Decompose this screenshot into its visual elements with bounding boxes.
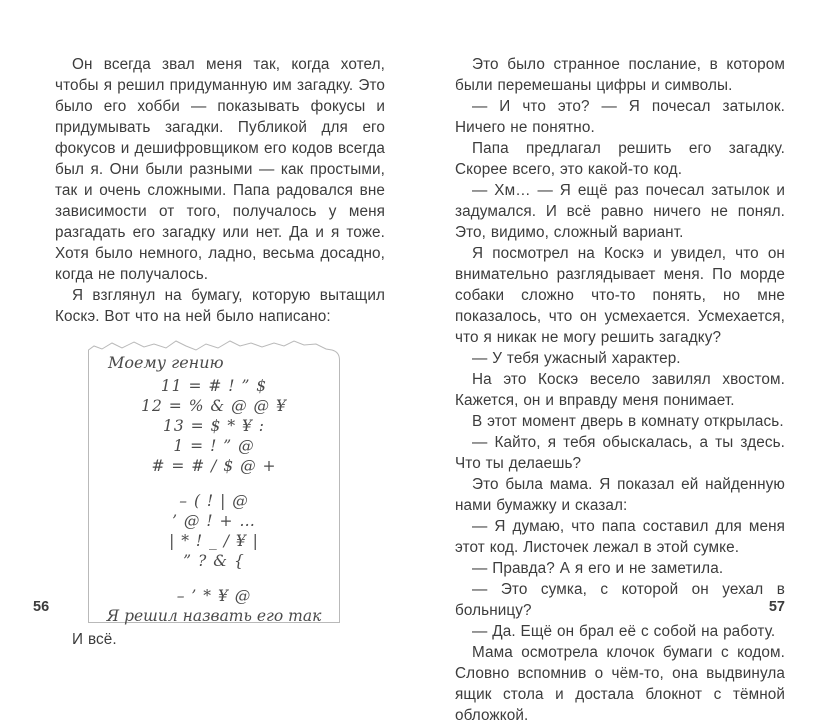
code-line: 11 = # ! ” $	[160, 377, 268, 395]
paragraph: — Хм… — Я ещё раз почесал затылок и задумался. И всё равно ничего не понял. Это, видимо, сложный вариант.	[455, 182, 785, 241]
code-line: | * ! _ / ¥ |	[169, 532, 259, 550]
paragraph: — Это сумка, с которой он уехал в больницу?	[455, 581, 785, 619]
page-number-left: 56	[33, 599, 50, 615]
paragraph: — Правда? А я его и не заметила.	[472, 560, 724, 577]
paragraph: На это Коскэ весело завилял хвостом. Кажется, он и вправду меня понимает.	[455, 371, 785, 409]
code-line: ’ @ ! + …	[172, 512, 256, 530]
page-right	[455, 54, 785, 726]
code-line: ” ? & {	[183, 552, 245, 570]
note-gap	[88, 571, 340, 586]
code-line: # = # / $ @ +	[151, 457, 277, 475]
paragraph: — Да. Ещё он брал её с собой на работу.	[472, 623, 776, 640]
note-content	[88, 353, 340, 626]
paragraph: — У тебя ужасный характер.	[472, 350, 681, 367]
code-line: 1 = ! ” @	[173, 437, 255, 455]
code-line: – ( ! | @	[179, 492, 249, 510]
paragraph: Это была мама. Я показал ей найденную нами бумажку и сказал:	[455, 476, 785, 514]
note-closing: Я решил назвать его так	[106, 607, 322, 625]
code-line: – ’ * ¥ @	[176, 587, 252, 605]
code-line: 13 = $ * ¥ :	[162, 417, 266, 435]
paragraph: В этот момент дверь в комнату открылась.	[472, 413, 784, 430]
paragraph: Папа предлагал решить его загадку. Скорее всего, это какой-то код.	[455, 140, 785, 178]
paragraph: Он всегда звал меня так, когда хотел, чтобы я решил придуманную им загадку. Это было его хобби — показывать фокусы и придумывать загадки. Публикой для его фокусов и дешифровщиком его кодов всегда был я. Они были разными — как простыми, так и очень сложными. Папа радовался вне зависимости от того, получалось у меня разгадать его загадку или нет. Да и я тоже. Хотя было немного, ладно, весьма досадно, когда не получалось.	[55, 56, 385, 283]
paragraph: — Я думаю, что папа составил для меня этот код. Листочек лежал в этой сумке.	[455, 518, 785, 556]
note-dedication: Моему гению	[108, 353, 224, 372]
paragraph: И всё.	[72, 631, 117, 648]
paragraph: — И что это? — Я почесал затылок. Ничего не понятно.	[455, 98, 785, 136]
paragraph: Я посмотрел на Коскэ и увидел, что он внимательно разглядывает меня. По морде собаки сложно что-то понять, но мне показалось, что он усмехается. Усмехается, что я никак не могу решить загадку?	[455, 245, 785, 346]
paragraph: Это было странное послание, в котором были перемешаны цифры и символы.	[455, 56, 785, 94]
paragraph: Мама осмотрела клочок бумаги с кодом. Словно вспомнив о чём-то, она выдвинула ящик стола и достала блокнот с тёмной обложкой.	[455, 644, 785, 724]
page-number-right: 57	[768, 599, 785, 615]
code-line: 12 = % & @ @ ¥	[141, 397, 287, 415]
note-gap	[88, 476, 340, 491]
page-left	[55, 54, 385, 650]
paragraph: Я взглянул на бумагу, которую вытащил Коскэ. Вот что на ней было написано:	[55, 287, 385, 325]
torn-note	[88, 338, 340, 623]
paragraph: — Кайто, я тебя обыскалась, а ты здесь. Что ты делаешь?	[455, 434, 785, 472]
